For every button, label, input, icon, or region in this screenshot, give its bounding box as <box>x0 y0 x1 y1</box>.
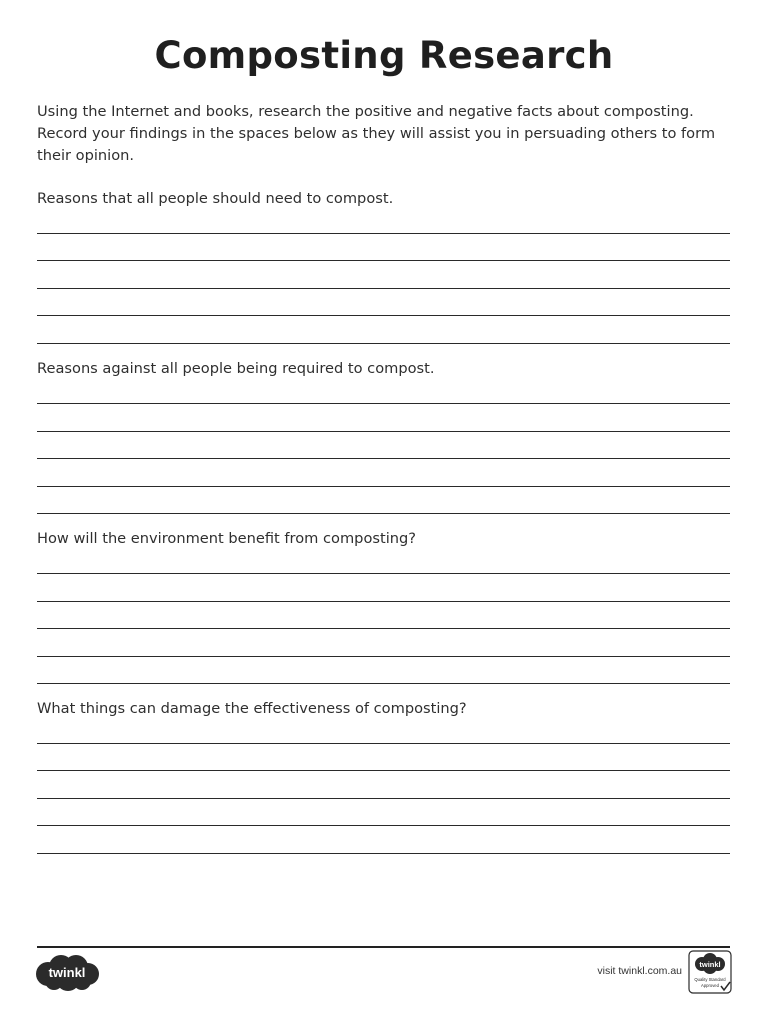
instructions-paragraph: Using the Internet and books, research the positive and negative facts about composting. Record your findings in the spaces below as they will assist you in persuading others to form their opinion. <box>37 103 716 164</box>
answer-line[interactable] <box>37 233 730 234</box>
badge-wordmark: twinkl <box>699 960 721 969</box>
answer-line[interactable] <box>37 403 730 404</box>
quality-standard-badge <box>688 950 732 994</box>
answer-line[interactable] <box>37 825 730 826</box>
answer-line[interactable] <box>37 683 730 684</box>
page-title: Composting Research <box>154 34 614 77</box>
answer-line[interactable] <box>37 513 730 514</box>
twinkl-logo <box>34 952 100 992</box>
answer-line[interactable] <box>37 770 730 771</box>
footer-url[interactable]: visit twinkl.com.au <box>597 965 682 977</box>
answer-line[interactable] <box>37 260 730 261</box>
logo-wordmark: twinkl <box>48 965 86 980</box>
answer-line[interactable] <box>37 743 730 744</box>
answer-line[interactable] <box>37 343 730 344</box>
answer-line[interactable] <box>37 853 730 854</box>
section-prompt-reasons-for: Reasons that all people should need to compost. <box>37 190 394 207</box>
section-prompt-reasons-against: Reasons against all people being required to compost. <box>37 360 435 377</box>
answer-line[interactable] <box>37 431 730 432</box>
section-prompt-damage-effectiveness: What things can damage the effectiveness of composting? <box>37 700 467 717</box>
badge-line-1: Quality Standard <box>694 977 726 982</box>
footer-divider <box>37 946 730 948</box>
section-prompt-environment-benefit: How will the environment benefit from composting? <box>37 530 417 547</box>
answer-line[interactable] <box>37 458 730 459</box>
answer-line[interactable] <box>37 486 730 487</box>
badge-line-2: Approved <box>701 983 719 988</box>
answer-line[interactable] <box>37 288 730 289</box>
answer-line[interactable] <box>37 798 730 799</box>
answer-line[interactable] <box>37 628 730 629</box>
answer-line[interactable] <box>37 601 730 602</box>
answer-line[interactable] <box>37 573 730 574</box>
answer-line[interactable] <box>37 315 730 316</box>
answer-line[interactable] <box>37 656 730 657</box>
